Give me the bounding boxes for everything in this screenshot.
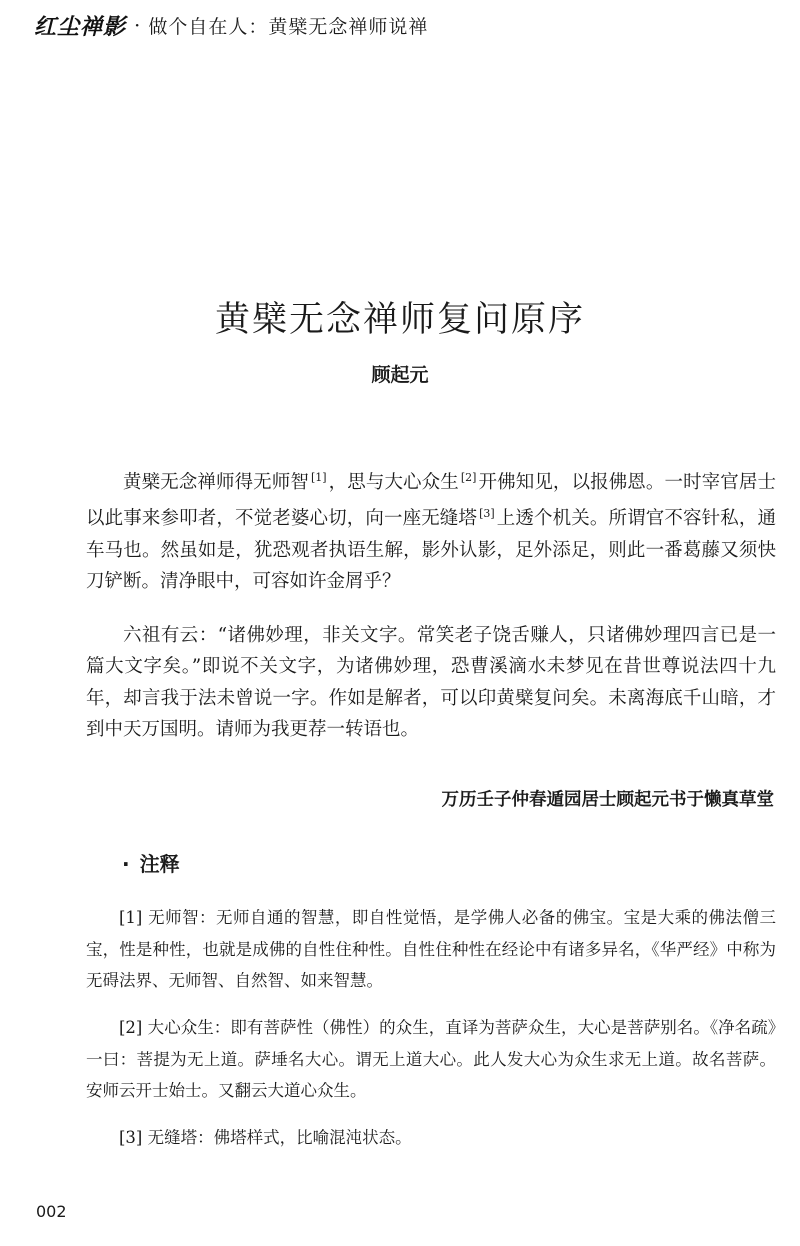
- footnote-2: [86, 1012, 776, 1107]
- paragraph-text: 上透个机关。所谓官不容针私，通车马也。然虽如是，犹恐观者执语生解，影外认影，足外添足，则此一番葛藤又须快刀铲断。清净眼中，可容如许金屑乎？: [86, 508, 776, 593]
- footnote-text: [3] 无缝塔：佛塔样式，比喻混沌状态。: [119, 1128, 412, 1147]
- footnote-ref-1: [1]: [310, 471, 327, 484]
- notes-heading-label: 注释: [139, 852, 180, 876]
- author-name: 顾起元: [371, 364, 429, 386]
- footnote-text: [1] 无师智：无师自通的智慧，即自性觉悟，是学佛人必备的佛宝。宝是大乘的佛法僧三宝，性是种性，也就是成佛的自性住种性。自性住种性在经论中有诸多异名，《华严经》中称为无碍法界、无师智、自然智、如来智慧。: [86, 908, 776, 990]
- header-separator: ·: [134, 13, 141, 37]
- paragraph-text: 六祖有云：“诸佛妙理，非关文字。常笑老子饶舌赚人，只诸佛妙理四言已是一篇大文字矣。”即说不关文字，为诸佛妙理，恐曹溪滴水未梦见在昔世尊说法四十九年，却言我于法未曾说一字。作如是解者，可以印黄檗复问矣。未离海底千山暗，才到中天万国明。请师为我更荐一转语也。: [86, 625, 776, 741]
- footnote-ref-2: [2]: [460, 471, 477, 484]
- footnote-text: [2] 大心众生：即有菩萨性（佛性）的众生，直译为菩萨众生，大心是菩萨别名。《净名疏》一曰：菩提为无上道。萨埵名大心。谓无上道大心。此人发大心为众生求无上道。故名菩萨。安师云开士始士。又翻云大道心众生。: [86, 1018, 776, 1100]
- series-logo: 红尘禅影: [34, 13, 127, 40]
- bullet-icon: ·: [122, 852, 130, 876]
- paragraph-text: ，思与大心众生: [328, 472, 459, 493]
- preface-paragraph-2: [86, 620, 776, 746]
- paragraph-text: 黄檗无念禅师得无师智: [123, 472, 309, 493]
- paragraph-text: 开佛知见，以报佛恩。一时宰官居士以此事来参叩者，不觉老婆心切，向一座无缝塔: [86, 472, 776, 530]
- book-title: 做个自在人：黄檗无念禅师说禅: [148, 15, 429, 38]
- page-title: 黄檗无念禅师复问原序: [214, 300, 585, 340]
- notes-heading: [122, 848, 180, 877]
- page-number: 002: [36, 1202, 67, 1221]
- footnote-1: [86, 902, 776, 997]
- footnote-3: [86, 1122, 776, 1154]
- signature-line: 万历壬子仲春遁园居士顾起元书于懒真草堂: [441, 790, 774, 810]
- footnote-ref-3: [3]: [479, 507, 495, 521]
- preface-paragraph-1: [86, 462, 776, 598]
- running-header: [34, 10, 428, 40]
